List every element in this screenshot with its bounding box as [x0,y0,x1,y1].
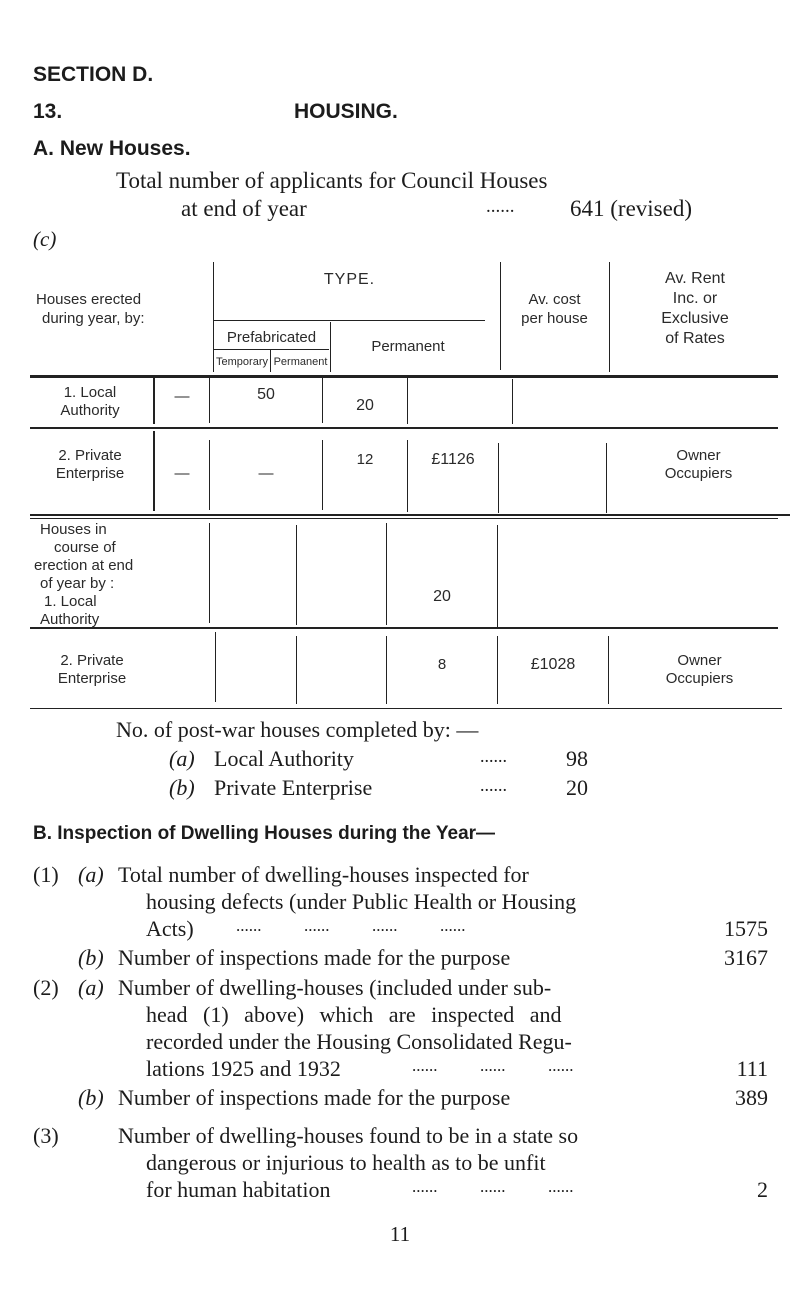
row-1-prefab-permanent: 50 [257,386,275,403]
b1a-line-1: Total number of dwelling-houses inspected for [118,862,529,887]
col-houses-line-2: during year, by: [42,310,145,327]
row-2-label-line-2: Enterprise [55,465,125,482]
b2a-value: 111 [736,1056,768,1081]
post-war-title: No. of post-war houses completed by: — [116,717,479,742]
row-4-rent-line-2: Occupiers [665,670,734,687]
heading-number: 13. [33,100,63,123]
b1b-value: 3167 [724,945,768,970]
post-war-b-value: 20 [566,775,588,800]
section-label: SECTION D. [33,63,154,86]
col-rent-line-1: Av. Rent [665,270,725,287]
row-4-rent-line-1: Owner [677,652,722,669]
row-2-rent-line-2: Occupiers [664,465,733,482]
col-prefabricated: Prefabricated [226,329,317,346]
b3-value: 2 [757,1177,768,1202]
b3-line-1: Number of dwelling-houses found to be in a state so [118,1123,579,1148]
row-1-temporary: — [174,388,190,405]
row-2-temporary: — [174,465,190,482]
post-war-a-dots: ...... [480,746,507,766]
row-4-cost: £1028 [530,656,576,673]
b2a-dots: ...... ...... ...... [412,1056,574,1075]
b1a-line-2: housing defects (under Public Health or Housing [146,889,577,914]
row-3-label-line-2: course of [54,539,116,556]
col-permanent: Permanent [371,338,445,355]
b1a-line-3: Acts) [146,916,194,941]
b3-line-3: for human habitation [146,1177,331,1202]
applicants-dots: ...... [486,196,515,217]
part-b-title: B. Inspection of Dwelling Houses during the Year— [33,823,496,844]
post-war-b-label: Private Enterprise [214,775,373,800]
b2-num: (2) [33,975,59,1000]
row-3-label-line-1: Houses in [40,521,107,538]
heading-title: HOUSING. [294,100,398,123]
row-2-label-line-1: 2. Private [58,447,122,464]
post-war-b-marker: (b) [169,775,195,800]
col-cost-line-1: Av. cost [528,291,581,308]
b2b-marker: (b) [78,1085,104,1110]
row-3-label-line-6: Authority [40,611,100,628]
row-2-permanent: 12 [356,451,374,468]
b1b-marker: (b) [78,945,104,970]
applicants-line-1: Total number of applicants for Council Houses [116,168,548,193]
row-4-label-line-1: 2. Private [60,652,124,669]
post-war-a-marker: (a) [169,746,195,771]
b1-num: (1) [33,862,59,887]
b2b-value: 389 [735,1085,768,1110]
post-war-b-dots: ...... [480,775,507,795]
row-1-permanent: 20 [356,397,374,414]
post-war-a-value: 98 [566,746,588,771]
col-rent-line-4: of Rates [665,330,725,347]
sub-label-c: (c) [33,227,57,251]
b2a-line-3: recorded under the Housing Consolidated Regu- [146,1029,572,1054]
row-2-prefab-permanent: — [258,465,274,482]
row-1-label-line-2: Authority [60,402,120,419]
b2a-line-2: head (1) above) which are inspected and [146,1002,562,1027]
post-war-a-label: Local Authority [214,746,354,771]
row-3-label-line-5: 1. Local [44,593,97,610]
page-number: 11 [389,1222,411,1246]
col-rent-line-3: Exclusive [661,310,729,327]
b2b-line-1: Number of inspections made for the purpose [118,1085,511,1110]
applicants-line-2: at end of year [181,196,307,221]
b1a-marker: (a) [78,862,104,887]
row-3-label-line-3: erection at end [34,557,134,574]
b2a-line-1: Number of dwelling-houses (included under sub- [118,975,552,1000]
b3-line-2: dangerous or injurious to health as to be unfit [146,1150,546,1175]
row-2-cost: £1126 [431,451,475,468]
col-rent-line-2: Inc. or [672,290,718,307]
b1a-value: 1575 [724,916,768,941]
b2a-line-4: lations 1925 and 1932 [146,1056,341,1081]
applicants-value: 641 (revised) [570,196,692,221]
col-temporary: Temporary [216,356,268,368]
col-houses-line-1: Houses erected [36,291,142,308]
col-type: TYPE. [323,271,376,288]
row-4-permanent: 8 [437,656,447,673]
part-a-title: A. New Houses. [33,137,191,160]
b3-dots: ...... ...... ...... [412,1177,574,1196]
row-3-label-line-4: of year by : [40,575,115,592]
row-4-label-line-2: Enterprise [57,670,127,687]
b1b-line-1: Number of inspections made for the purpose [118,945,511,970]
row-1-label-line-1: 1. Local [63,384,117,401]
b2a-marker: (a) [78,975,104,1000]
row-2-rent-line-1: Owner [676,447,721,464]
b3-num: (3) [33,1123,59,1148]
b1a-dots: ...... ...... ...... ...... [236,916,466,935]
row-3-permanent: 20 [433,588,451,605]
col-cost-line-2: per house [521,310,588,327]
col-prefab-permanent: Permanent [273,356,328,368]
